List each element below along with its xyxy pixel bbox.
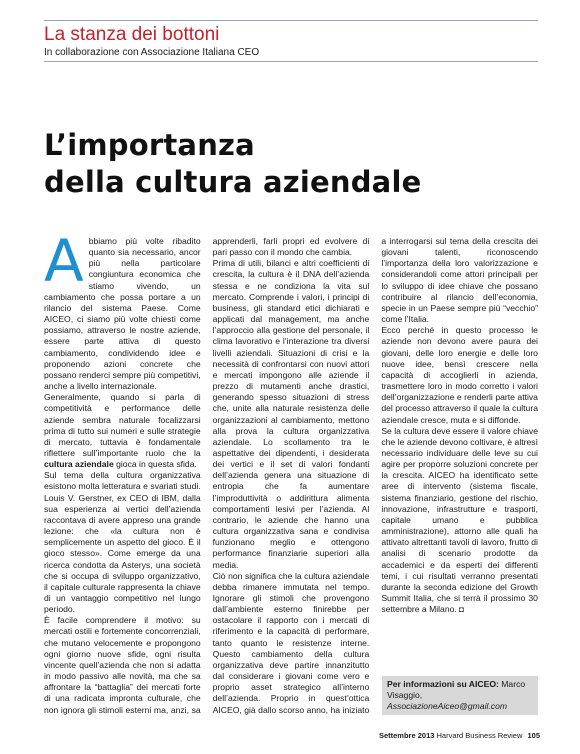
header-bottom-rule (44, 61, 538, 62)
end-of-article-icon: ◘ (459, 605, 465, 615)
paragraph: È facile comprendere il motivo: su mercati ostili e fortemente concorrenziali, che mutano velocemente e propongono ogni giorno nuove sfide, ogni risulta vincente quell’azienda che non si adatta in modo passivo alle novità, ma che sa affrontare la “battaglia” dei mercati forte di una radicata impronta culturale, che non ignora gli stimoli esterni ma, anzi, sa apprenderli, farli propri ed evolvere di pari passo con il mondo che cambia. (44, 236, 370, 715)
section-header (44, 20, 538, 62)
info-contact: Marco Visaggio, (387, 679, 526, 700)
footer-issue: Settembre 2013 (378, 731, 435, 740)
section-subtitle: In collaborazione con Associazione Italiana CEO (44, 47, 260, 58)
article-headline (44, 127, 544, 201)
paragraph: Ciò non significa che la cultura aziendale debba rimanere immutata nel tempo. Ignorare gli stimoli che provengono dall’ambiente esterno finirebbe per ostacolare il rapporto con i mercati di riferimento e la capacità di performare, tanto quanto le resistenze interne. Questo cambiamento della cultura organizzativa deve partire innanzitutto dal considerare i giovani come vero e proprio asset strategico all’interno dell’azienda. Proprio in quest’ottica AICEO, già dallo scorso anno, ha iniziato a interrogarsi sul tema della crescita dei giovani talenti, riconoscendo l’importanza della loro valorizzazione e considerandoli come attori principali per lo sviluppo di idee chiave che possano contribuire al rilancio dell’economia, specie in un Paese sempre più “vecchio” come l’Italia. (212, 236, 538, 715)
article-body (44, 227, 538, 726)
paragraph (44, 392, 201, 470)
drop-cap: A (44, 227, 84, 295)
bold-phrase: cultura aziendale (44, 459, 114, 470)
paragraph-text: Se la cultura deve essere il valore chiave che le aziende devono coltivare, è altresì necessario individuare delle leve su cui agire per proporre soluzioni concrete per la crescita. AICEO ha identificato sette aree di intervento (sistema fiscale, sistema finanziario, gestione del rischio, innovazione, infrastrutture e trasporti, capitale umano e pubblica amministrazione), attorno alle quali ha attivato altrettanti tavoli di lavoro, frutto di analisi di scenario prodotte da accademici e da esperti dei differenti temi, i cui risultati verranno presentati durante la seconda edizione del Growth Summit Italia, che si terrà il prossimo 30 settembre a Milano. (381, 425, 538, 615)
headline-line-2: della cultura aziendale (44, 165, 422, 199)
info-label: Per informazioni su AICEO: (387, 679, 499, 689)
paragraph (381, 426, 538, 616)
paragraph-intro (44, 227, 201, 392)
info-box (382, 676, 538, 715)
paragraph: Ecco perché in questo processo le aziende non devono avere paura dei giovani, delle loro energie e delle loro nuove idee, bensì crescere nella capacità di accoglierli in azienda, trasmettere loro in modo corretto i valori dell’organizzazione e renderli parte attiva del processo attraverso il quale la cultura aziendale cresce, muta e si diffonde. (381, 325, 538, 425)
header-top-rule (44, 20, 538, 21)
paragraph: Prima di utili, bilanci e altri coefficienti di crescita, la cultura è il DNA dell’azienda stessa e ne condiziona la vita sul mercato. Comprende i valori, i principi di business, gli standard etici dichiarati e applicati dal management, ma anche l’approccio alla gestione del personale, il clima lavorativo e l’interazione tra diversi livelli aziendali. Situazioni di crisi e la necessità di confrontarsi con nuovi attori e mercati impongono alle aziende il prezzo di mutamenti anche drastici, generando spesso situazioni di stress che, unite alla naturale resistenza delle organizzazioni al cambiamento, mettono alla prova la cultura organizzativa aziendale. Lo scollamento tra le aspettative dei dipendenti, i desiderata dei vertici e il set di valori fondanti dell’azienda genera una situazione di entropia che fa aumentare l’improduttività o addirittura alimenta comportamenti lesivi per l’azienda. Al contrario, le aziende che hanno una cultura organizzativa sana e condivisa funzionano meglio e ottengono performance finanziarie superiori alla media. (212, 258, 370, 570)
section-title: La stanza dei bottoni (44, 24, 220, 45)
page-number: 105 (527, 731, 540, 740)
paragraph-text: Generalmente, quando si parla di competitività e performance delle aziende sembra naturale focalizzarsi prima di tutto sui numeri e sulle strategie di mercato, tuttavia è fondamentale riflettere sull’importante ruolo che la (44, 392, 201, 458)
info-email: AssociazioneAiceo@gmail.com (387, 701, 508, 711)
paragraph-text: gioca in questa sfida. (113, 459, 197, 470)
intro-text: bbiamo più volte ribadito quanto sia necessario, ancor più nella particolare congiuntura economica che stiamo vivendo, un cambiamento che possa portare a un rilancio del sistema Paese. Come AICEO, ci siamo più volte chiesti come possiamo, attraverso le nostre aziende, essere parte attiva di questo cambiamento, condividendo idee e proponendo azioni concrete che possano renderci sempre più competitivi, anche a livello internazionale. (44, 236, 201, 392)
page-footer (379, 731, 540, 740)
footer-magazine: Harvard Business Review (436, 731, 523, 740)
headline-line-1: L’importanza (44, 128, 255, 162)
paragraph: Sul tema della cultura organizzativa esistono molta letteratura e svariati studi. Louis V. Gerstner, ex CEO di IBM, dalla sua esperienza ai vertici dell’azienda raccontava di avere appreso una grande lezione: che «la cultura non è semplicemente un aspetto del gioco. È il gioco stesso». Come emerge da una ricerca condotta da Asterys, una società che si occupa di sviluppo organizzativo, il capitale culturale rappresenta la chiave di un vantaggio competitivo nel lungo periodo. (44, 470, 201, 615)
